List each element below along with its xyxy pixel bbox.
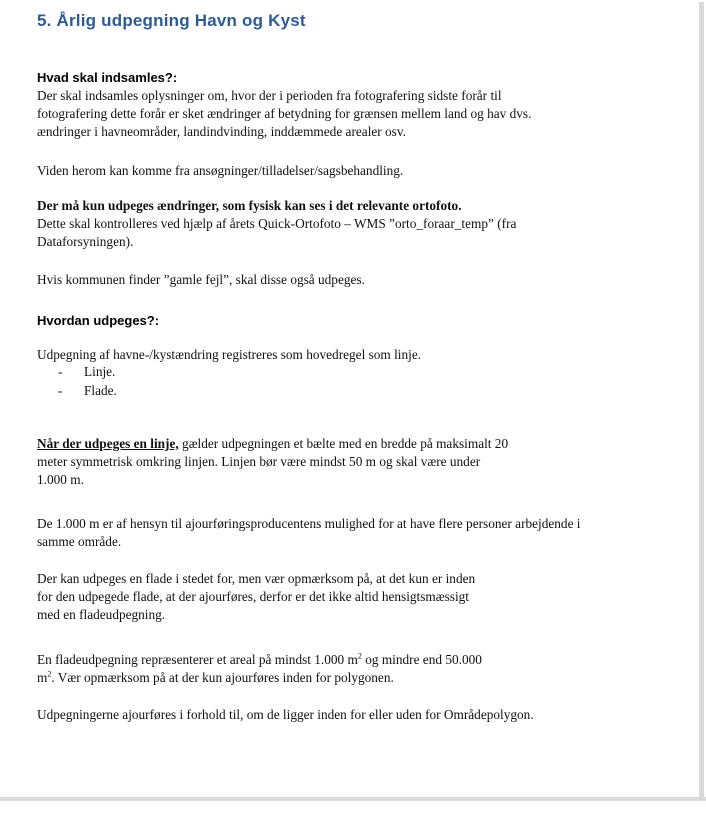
subheading-what: Hvad skal indsamles?: <box>37 70 178 85</box>
paragraph-control <box>37 215 516 251</box>
bullet-marker: - <box>58 364 63 379</box>
text-line: 1.000 m. <box>37 472 84 487</box>
page-edge-bottom <box>0 797 706 801</box>
text-line: Dataforsyningen). <box>37 234 134 249</box>
text-line: En fladeudpegning repræsenterer et areal på mindst 1.000 m <box>37 652 358 667</box>
text-line: gælder udpegningen et bælte med en bredde på maksimalt 20 <box>178 436 509 451</box>
text-line: Dette skal kontrolleres ved hjælp af årets Quick-Ortofoto – WMS ”orto_foraar_temp” (fra <box>37 216 517 231</box>
text-line: Der skal indsamles oplysninger om, hvor der i perioden fra fotografering sidste forår til <box>37 88 502 103</box>
section-heading: 5. Årlig udpegning Havn og Kyst <box>37 11 306 30</box>
paragraph-area-size <box>37 651 482 687</box>
superscript: 2 <box>47 669 52 679</box>
paragraph-line-rule <box>37 435 508 489</box>
paragraph-old-errors: Hvis kommunen finder ”gamle fejl”, skal disse også udpeges. <box>37 272 365 287</box>
text-line: De 1.000 m er af hensyn til ajourføringsproducentens mulighed for at have flere personer arbejdende i <box>37 516 581 531</box>
list-item-text: Flade. <box>84 383 117 398</box>
underlined-lead: Når der udpeges en linje, <box>37 436 179 451</box>
list-item-text: Linje. <box>84 364 116 379</box>
text-line: fotografering dette forår er sket ændringer af betydning for grænsen mellem land og hav dvs. <box>37 106 532 121</box>
paragraph-intro: Udpegning af havne-/kystændring registreres som hovedregel som linje. <box>37 347 422 362</box>
paragraph-collect <box>37 87 531 141</box>
paragraph-reason <box>37 515 581 551</box>
text-line: for den udpegede flade, at der ajourføres, derfor er det ikke altid hensigtsmæssigt <box>37 589 470 604</box>
page-edge-right <box>699 2 704 797</box>
paragraph-area <box>37 570 475 624</box>
list-item <box>58 363 115 381</box>
paragraph-knowledge: Viden herom kan komme fra ansøgninger/tilladelser/sagsbehandling. <box>37 163 404 178</box>
text-line: samme område. <box>37 534 122 549</box>
bold-rule: Der må kun udpeges ændringer, som fysisk kan ses i det relevante ortofoto. <box>37 198 462 213</box>
text-line: meter symmetrisk omkring linjen. Linjen bør være mindst 50 m og skal være under <box>37 454 481 469</box>
text-line: ændringer i havneområder, landindvinding, inddæmmede arealer osv. <box>37 124 406 139</box>
text-line: m <box>37 670 48 685</box>
text-line: . Vær opmærksom på at der kun ajourføres inden for polygonen. <box>51 670 394 685</box>
text-line: med en fladeudpegning. <box>37 607 166 622</box>
text-line: Der kan udpeges en flade i stedet for, men vær opmærksom på, at det kun er inden <box>37 571 476 586</box>
subheading-how: Hvordan udpeges?: <box>37 313 160 328</box>
text-line: og mindre end 50.000 <box>361 652 482 667</box>
list-item <box>58 382 117 400</box>
bullet-marker: - <box>58 383 63 398</box>
paragraph-final: Udpegningerne ajourføres i forhold til, om de ligger inden for eller uden for Områdepolygon. <box>37 707 534 722</box>
superscript: 2 <box>357 651 362 661</box>
